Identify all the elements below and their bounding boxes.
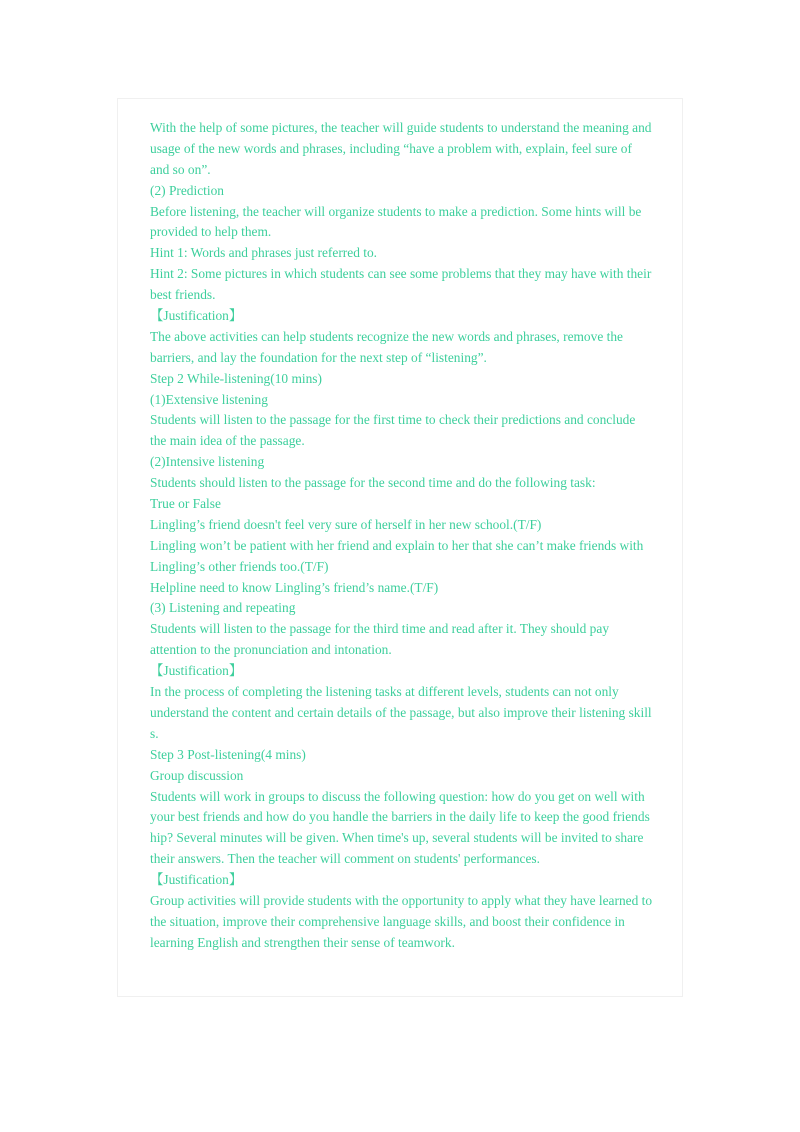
text-line: and so on”. [150, 161, 211, 177]
task-item: Helpline need to know Lingling’s friend’s name.(T/F) [150, 579, 439, 595]
section-heading: (2)Intensive listening [150, 454, 265, 470]
text-line: provided to help them. [150, 224, 272, 240]
text-line: s. [150, 725, 159, 741]
text-line: your best friends and how do you handle the barriers in the daily life to keep the good friends [150, 809, 650, 825]
text-line: best friends. [150, 287, 216, 303]
text-line: usage of the new words and phrases, including “have a problem with, explain, feel sure of [150, 140, 632, 156]
document-body [150, 118, 690, 954]
task-heading: True or False [150, 496, 221, 512]
hint-line: Hint 2: Some pictures in which students can see some problems that they may have with their [150, 266, 652, 282]
text-line: Students will work in groups to discuss the following question: how do you get on well with [150, 788, 645, 804]
text-line: Before listening, the teacher will organize students to make a prediction. Some hints will be [150, 203, 642, 219]
hint-line: Hint 1: Words and phrases just referred to. [150, 245, 378, 261]
step-heading: Step 2 While-listening(10 mins) [150, 370, 322, 386]
section-heading: Group discussion [150, 767, 244, 783]
text-line: the situation, improve their comprehensive language skills, and boost their confidence in [150, 913, 625, 929]
text-line: Group activities will provide students with the opportunity to apply what they have learned to [150, 892, 653, 908]
text-line: Students should listen to the passage for the second time and do the following task: [150, 475, 596, 491]
text-line: attention to the pronunciation and intonation. [150, 642, 392, 658]
text-line: The above activities can help students recognize the new words and phrases, remove the [150, 328, 623, 344]
text-line: barriers, and lay the foundation for the next step of “listening”. [150, 349, 487, 365]
text-line: In the process of completing the listening tasks at different levels, students can not only [150, 684, 619, 700]
justification-heading: 【Justification】 [150, 663, 243, 679]
section-heading: (1)Extensive listening [150, 391, 268, 407]
text-line: hip? Several minutes will be given. When time's up, several students will be invited to share [150, 830, 644, 846]
section-heading: (3) Listening and repeating [150, 600, 296, 616]
text-line: Students will listen to the passage for the first time to check their predictions and conclude [150, 412, 636, 428]
text-line: their answers. Then the teacher will comment on students' performances. [150, 851, 540, 867]
section-heading: (2) Prediction [150, 182, 225, 198]
text-line: the main idea of the passage. [150, 433, 305, 449]
text-line: Students will listen to the passage for the third time and read after it. They should pay [150, 621, 610, 637]
text-line: learning English and strengthen their sense of teamwork. [150, 934, 455, 950]
task-item: Lingling’s friend doesn't feel very sure of herself in her new school.(T/F) [150, 516, 542, 532]
task-item: Lingling’s other friends too.(T/F) [150, 558, 329, 574]
justification-heading: 【Justification】 [150, 308, 243, 324]
step-heading: Step 3 Post-listening(4 mins) [150, 746, 306, 762]
justification-heading: 【Justification】 [150, 872, 243, 888]
text-line: understand the content and certain details of the passage, but also improve their listening skill [150, 704, 652, 720]
task-item: Lingling won’t be patient with her friend and explain to her that she can’t make friends with [150, 537, 644, 553]
text-line: With the help of some pictures, the teacher will guide students to understand the meaning and [150, 120, 652, 135]
